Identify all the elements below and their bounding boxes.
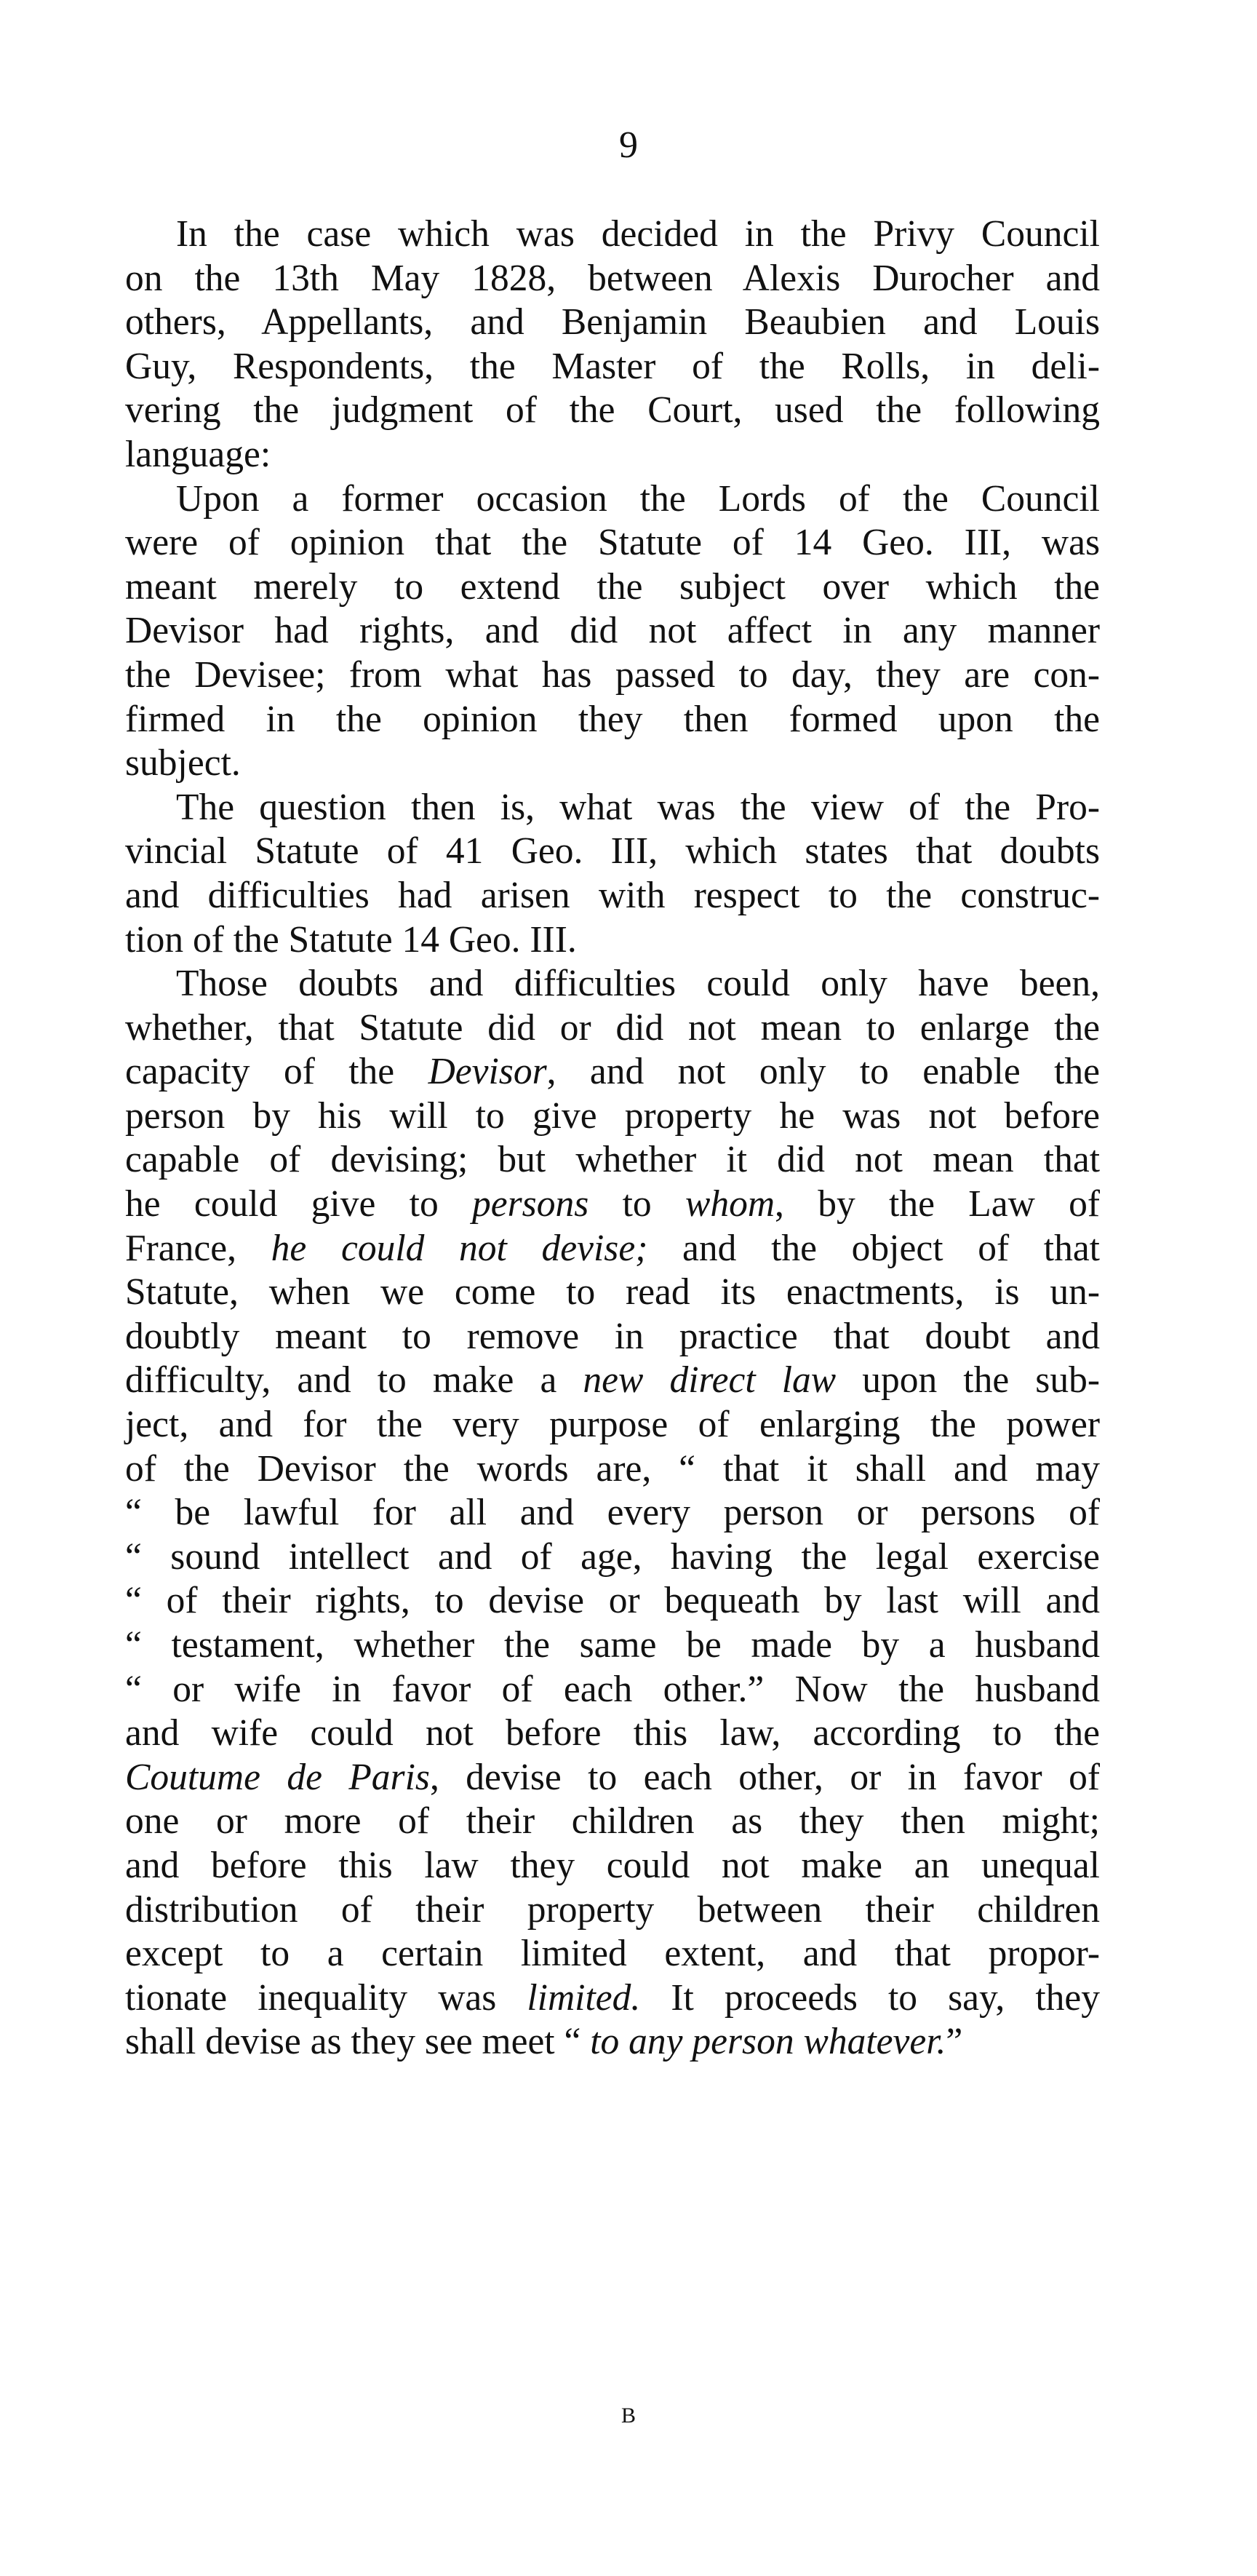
text-segment: to [588,1183,685,1225]
text-line [125,1403,1100,1447]
text-line [125,1976,1100,2021]
text-segment: tionate inequality was [125,1976,527,2019]
text-segment: one or more of their children as they then might; [125,1800,1100,1842]
text-line [125,742,1100,786]
text-line [125,433,1100,477]
text-line [125,1535,1100,1580]
text-line [125,1447,1100,1492]
italic-text: limited. [527,1976,641,2019]
text-segment: , devise to each other, or in favor of [429,1756,1100,1798]
text-segment: were of opinion that the Statute of 14 Geo. III, was [125,522,1100,564]
text-line [125,1227,1100,1271]
body-text [125,212,1100,2064]
text-line [125,609,1100,653]
text-segment: “ sound intellect and of age, having the legal exercise [125,1535,1100,1578]
text-segment: capable of devising; but whether it did not mean that [125,1139,1100,1181]
text-segment: doubtly meant to remove in practice that doubt and [125,1315,1100,1357]
text-line [125,1888,1100,1933]
text-segment: Upon a former occasion the Lords of the Council [176,477,1100,520]
text-segment: tion of the Statute 14 Geo. III. [125,918,577,961]
text-segment: he could give to [125,1183,473,1225]
italic-text: Devisor [428,1051,547,1093]
signature-mark: B [620,2404,636,2428]
text-line [125,1800,1100,1844]
text-line [125,830,1100,874]
text-segment: whether, that Statute did or did not mean to enlarge the [125,1006,1100,1049]
text-segment: “ or wife in favor of each other.” Now the husband [125,1668,1100,1710]
text-line [125,389,1100,433]
italic-text: whom [685,1183,775,1225]
text-segment: The question then is, what was the view of the Pro- [176,786,1100,828]
text-segment: of the Devisor the words are, “ that it shall and may [125,1447,1100,1490]
text-segment: Devisor had rights, and did not affect in any manner [125,610,1100,652]
text-segment: France, [125,1227,271,1269]
text-line [125,1315,1100,1359]
text-line [125,565,1100,610]
text-segment: and the object of that [647,1227,1100,1269]
text-segment: ” [946,2021,963,2063]
text-segment: vering the judgment of the Court, used the following [125,389,1100,432]
italic-text: new direct law [583,1359,837,1402]
text-segment: others, Appellants, and Benjamin Beaubien and Louis [125,301,1100,343]
text-line [125,918,1100,963]
text-line [125,1182,1100,1227]
text-segment: subject. [125,742,241,784]
text-line [125,653,1100,698]
text-segment: “ be lawful for all and every person or persons of [125,1492,1100,1534]
text-line [125,1623,1100,1668]
text-line [125,257,1100,301]
text-line [125,477,1100,522]
text-line [125,1756,1100,1800]
text-line [125,1271,1100,1315]
text-line [125,345,1100,389]
text-segment: meant merely to extend the subject over which the [125,565,1100,608]
text-segment: person by his will to give property he was not before [125,1094,1100,1137]
text-segment: Guy, Respondents, the Master of the Rolls, in deli- [125,345,1100,387]
text-segment: except to a certain limited extent, and that propor- [125,1933,1100,1975]
text-line [125,1359,1100,1403]
italic-text: persons [472,1183,589,1225]
text-segment: the Devisee; from what has passed to day, they are con- [125,653,1100,696]
text-line [125,1579,1100,1623]
text-line [125,962,1100,1006]
italic-text: he could not devise; [271,1227,648,1269]
text-segment: In the case which was decided in the Privy Council [176,213,1100,255]
italic-text: to any person whatever. [590,2021,946,2063]
text-line [125,874,1100,918]
text-segment: ject, and for the very purpose of enlarging the power [125,1404,1100,1446]
text-segment: shall devise as they see meet “ [125,2021,591,2063]
page-number: 9 [619,124,638,166]
text-line [125,1006,1100,1051]
text-segment: , by the Law of [775,1183,1100,1225]
text-line [125,521,1100,565]
text-line [125,1668,1100,1712]
text-segment: language: [125,433,271,475]
text-line [125,698,1100,742]
text-segment: “ testament, whether the same be made by a husband [125,1624,1100,1666]
text-segment: on the 13th May 1828, between Alexis Durocher and [125,257,1100,299]
text-segment: firmed in the opinion they then formed upon the [125,698,1100,740]
italic-text: Coutume de Paris [125,1756,430,1798]
text-segment: , and not only to enable the [546,1051,1100,1093]
text-line [125,212,1100,257]
text-segment: and wife could not before this law, according to the [125,1712,1100,1754]
text-segment: distribution of their property between their children [125,1888,1100,1931]
text-line [125,1491,1100,1535]
text-line [125,1138,1100,1182]
text-segment: Statute, when we come to read its enactments, is un- [125,1271,1100,1313]
text-segment: and before this law they could not make an unequal [125,1844,1100,1886]
text-line [125,786,1100,830]
text-line [125,1712,1100,1756]
text-line [125,1050,1100,1094]
text-segment: upon the sub- [836,1359,1100,1402]
text-segment: It proceeds to say, they [640,1976,1100,2019]
text-segment: “ of their rights, to devise or bequeath by last will and [125,1580,1100,1622]
text-line [125,2020,1100,2064]
text-line [125,301,1100,345]
text-segment: vincial Statute of 41 Geo. III, which states that doubts [125,830,1100,872]
text-line [125,1094,1100,1139]
text-segment: capacity of the [125,1051,428,1093]
text-line [125,1932,1100,1976]
text-segment: difficulty, and to make a [125,1359,583,1402]
text-line [125,1844,1100,1888]
text-segment: and difficulties had arisen with respect to the construc- [125,874,1100,916]
text-segment: Those doubts and difficulties could only have been, [176,963,1100,1005]
